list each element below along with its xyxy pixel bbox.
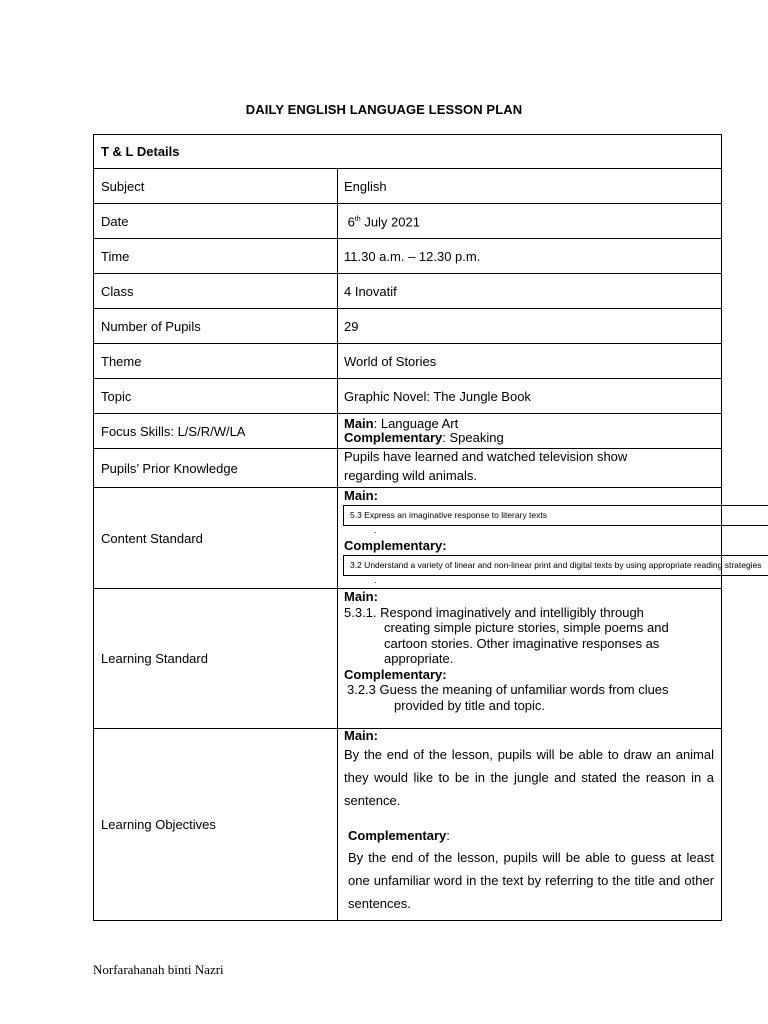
row-value: 11.30 a.m. – 12.30 p.m. [338,239,722,274]
learning-comp-label: Complementary: [344,666,447,682]
row-label: Learning Standard [94,589,338,729]
table-row [94,488,722,589]
content-comp-box: 3.2 Understand a variety of linear and non-linear print and digital texts by using appropriate reading strategies [343,555,768,576]
objectives-comp-text: By the end of the lesson, pupils will be able to guess at least one unfamiliar word in the text by referring to the title and other sentences. [348,850,715,911]
date-day: 6 [347,214,355,230]
table-row [94,379,722,414]
learning-comp-line: provided by title and topic. [394,697,546,713]
focus-main [344,417,721,431]
focus-main-value: : Language Art [373,416,459,431]
table-row [94,309,722,344]
row-value [338,414,722,449]
row-value [338,729,722,921]
content-comp-label: Complementary: [344,538,447,553]
table-row [94,449,722,488]
author-name: Norfarahanah binti Nazri [93,962,224,977]
learning-main-line: appropriate. [384,651,454,666]
row-label: Time [94,239,338,274]
table-header-row [94,135,722,169]
focus-comp-label: Complementary [344,430,443,445]
table-row [94,589,722,729]
row-label: Focus Skills: L/S/R/W/LA [94,414,338,449]
row-value: World of Stories [338,344,722,379]
row-label: Pupils’ Prior Knowledge [94,449,338,488]
row-label: Class [94,274,338,309]
table-row [94,729,722,921]
prior-line-2: regarding wild animals. [344,468,477,483]
learning-main-line: creating simple picture stories, simple poems and [384,620,669,635]
learning-main-line: cartoon stories. Other imaginative responses as [384,635,660,651]
table-row [94,204,722,239]
row-label: Number of Pupils [94,309,338,344]
objectives-comp-colon: : [446,828,450,843]
page-title: DAILY ENGLISH LANGUAGE LESSON PLAN [245,102,523,117]
row-value [338,589,722,729]
row-value [338,204,722,239]
content-dot: . [374,575,377,585]
table-row [94,344,722,379]
row-label: Learning Objectives [94,729,338,921]
table-row [94,169,722,204]
row-value: English [338,169,722,204]
focus-main-label: Main [344,416,374,431]
focus-comp [344,431,721,445]
objectives-main-label: Main: [344,728,378,743]
row-label: Date [94,204,338,239]
row-value: 4 Inovatif [338,274,722,309]
objectives-main-text: By the end of the lesson, pupils will be able to draw an animal they would like to be in the jungle and stated the reason in a sentence. [344,747,715,808]
focus-comp-value: : Speaking [442,430,504,445]
objectives-comp-label: Complementary [348,828,447,843]
lesson-plan-table [93,134,762,921]
row-label: Theme [94,344,338,379]
content-main-label: Main: [344,488,378,503]
learning-main-line: 5.3.1. Respond imaginatively and intelligibly through [344,604,644,620]
content-main-box: 5.3 Express an imaginative response to literary texts [343,505,768,526]
row-value [338,449,722,488]
table-row [94,414,722,449]
table-row [94,274,722,309]
table-row [94,239,722,274]
prior-line-1: Pupils have learned and watched television show [344,449,628,464]
content-dot: . [374,525,377,535]
row-label: Subject [94,169,338,204]
row-value [338,488,762,589]
row-value: Graphic Novel: The Jungle Book [338,379,722,414]
date-suffix: th [354,216,361,224]
date-rest: July 2021 [360,214,420,230]
objectives-comp-heading [344,826,721,846]
row-label: Topic [94,379,338,414]
row-value: 29 [338,309,722,344]
learning-comp-line: 3.2.3 Guess the meaning of unfamiliar words from clues [347,682,669,697]
table-header: T & L Details [94,135,722,169]
learning-main-label: Main: [344,589,378,604]
row-label: Content Standard [94,488,338,589]
